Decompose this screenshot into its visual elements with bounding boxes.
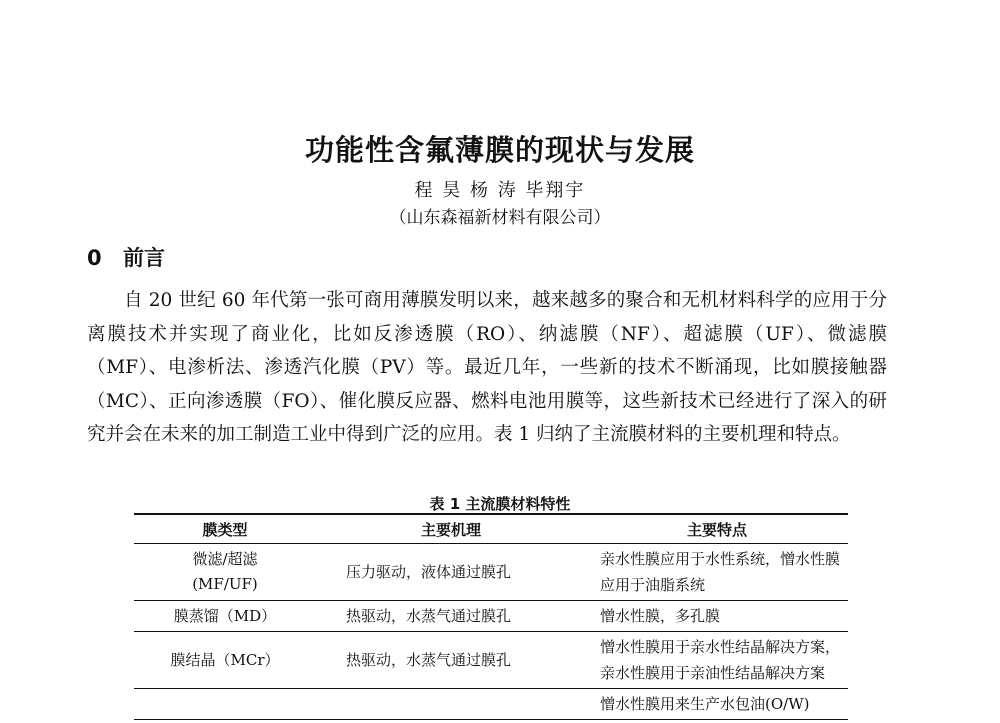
table-row bbox=[134, 601, 848, 632]
section-heading bbox=[87, 242, 165, 272]
header-features: 主要特点 bbox=[686, 520, 747, 539]
paper-title: 功能性含氟薄膜的现状与发展 bbox=[304, 133, 695, 167]
table-row bbox=[134, 689, 848, 720]
affiliation: （山东森福新材料有限公司） bbox=[389, 208, 611, 228]
cell-mechanism: 压力驱动，液体通过膜孔 bbox=[346, 563, 512, 581]
cell-features: 憎水性膜，多孔膜 bbox=[600, 607, 721, 625]
cell-type: 膜结晶（MCr） bbox=[170, 651, 280, 669]
cell-type bbox=[134, 689, 316, 720]
body-text bbox=[87, 284, 887, 452]
header-type: 膜类型 bbox=[202, 520, 248, 539]
cell-type: 微滤/超滤 (MF/UF) bbox=[192, 550, 258, 593]
cell-mechanism: 热驱动，水蒸气通过膜孔 bbox=[346, 651, 512, 669]
table-header-row bbox=[134, 514, 848, 544]
section-title: 前言 bbox=[123, 246, 165, 270]
cell-mechanism: 热驱动，水蒸气通过膜孔 bbox=[346, 607, 512, 625]
membrane-table bbox=[134, 513, 848, 720]
cell-features: 憎水性膜用来生产水包油(O/W) bbox=[600, 695, 810, 713]
cell-features: 憎水性膜用于亲水性结晶解决方案，亲水性膜用于亲油性结晶解决方案 bbox=[600, 638, 841, 682]
cell-features: 亲水性膜应用于水性系统，憎水性膜应用于油脂系统 bbox=[600, 550, 841, 594]
table-caption: 表 1 主流膜材料特性 bbox=[429, 495, 571, 513]
section-number: 0 bbox=[87, 246, 102, 270]
authors: 程 昊 杨 涛 毕翔宇 bbox=[414, 180, 586, 201]
cell-type: 膜蒸馏（MD） bbox=[173, 607, 277, 625]
table-row bbox=[134, 544, 848, 601]
paragraph: 自 20 世纪 60 年代第一张可商用薄膜发明以来，越来越多的聚合和无机材料科学的应用于分离膜技术并实现了商业化，比如反渗透膜（RO）、纳滤膜（NF）、超滤膜（UF）、微滤膜（MF）、电渗析法、渗透汽化膜（PV）等。最近几年，一些新的技术不断涌现，比如膜接触器（MC）、正向渗透膜（FO）、催化膜反应器、燃料电池用膜等，这些新技术已经进行了深入的研究并会在未来的加工制造工业中得到广泛的应用。表 1 归纳了主流膜材料的主要机理和特点。 bbox=[87, 290, 887, 445]
cell-mechanism bbox=[316, 689, 586, 720]
header-mechanism: 主要机理 bbox=[420, 520, 481, 539]
table-row bbox=[134, 632, 848, 689]
